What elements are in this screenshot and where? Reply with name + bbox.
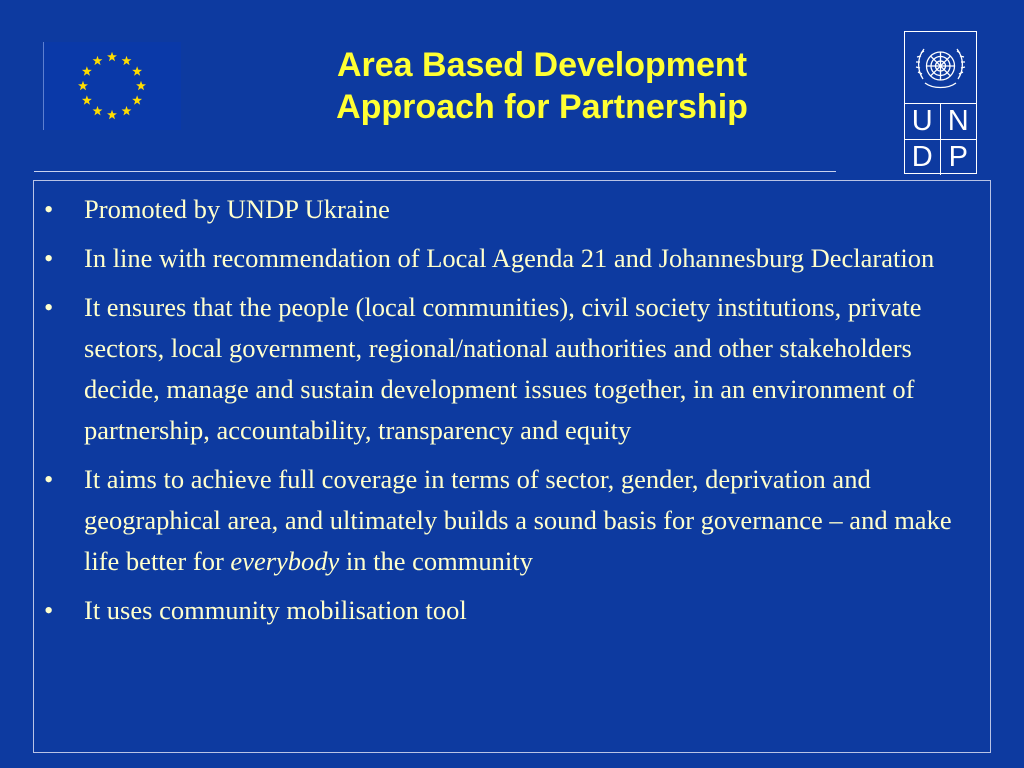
un-emblem-icon <box>905 32 976 103</box>
undp-letter-n: N <box>941 103 977 139</box>
bullet-text-4-start: It aims to achieve full coverage in terms of sector, gender, deprivation and geographical area, and ultimately builds a sound basis for governance – and make life better for <box>84 464 952 576</box>
bullet-text-4 <box>84 464 952 576</box>
slide-title <box>190 44 894 128</box>
bullet-list <box>44 189 974 639</box>
content-box <box>33 180 991 753</box>
bullet-text-3: It ensures that the people (local communities), civil society institutions, private sectors, local government, regional/national authorities and other stakeholders decide, manage and sustain development issues together, in an environment of partnership, accountability, transparency and equity <box>84 292 922 445</box>
undp-letters <box>905 103 976 173</box>
eu-star-icon <box>82 95 92 104</box>
bullet-text-5: It uses community mobilisation tool <box>84 595 467 625</box>
eu-star-icon <box>82 66 92 75</box>
eu-star-icon <box>132 66 142 75</box>
eu-star-icon <box>136 81 146 90</box>
eu-star-icon <box>107 52 117 61</box>
eu-star-icon <box>122 56 132 65</box>
bullet-item-1 <box>44 189 974 230</box>
bullet-item-4 <box>44 459 974 582</box>
eu-star-icon <box>132 95 142 104</box>
bullet-item-3 <box>44 287 974 451</box>
eu-star-icon <box>122 106 132 115</box>
bullet-dot: • <box>44 292 54 322</box>
eu-star-icon <box>93 106 103 115</box>
bullet-dot: • <box>44 464 54 494</box>
bullet-text-1: Promoted by UNDP Ukraine <box>84 194 390 224</box>
eu-star-icon <box>93 56 103 65</box>
undp-letter-p: P <box>941 139 977 175</box>
bullet-text-2: In line with recommendation of Local Agenda 21 and Johannesburg Declaration <box>84 243 935 273</box>
eu-star-icon <box>107 110 117 119</box>
bullet-item-2 <box>44 238 974 279</box>
eu-star-icon <box>78 81 88 90</box>
undp-letter-d: D <box>905 139 941 175</box>
undp-logo <box>904 31 977 174</box>
bullet-dot: • <box>44 595 54 625</box>
bullet-dot: • <box>44 243 54 273</box>
undp-letter-u: U <box>905 103 941 139</box>
title-divider <box>34 171 836 172</box>
bullet-text-4-emphasis: everybody <box>230 546 340 576</box>
bullet-text-4-end: in the community <box>339 546 533 576</box>
title-line-2: Approach for Partnership <box>336 88 748 126</box>
bullet-item-5 <box>44 590 974 631</box>
eu-flag-logo <box>43 42 181 130</box>
bullet-dot: • <box>44 194 54 224</box>
title-line-1: Area Based Development <box>336 46 748 84</box>
